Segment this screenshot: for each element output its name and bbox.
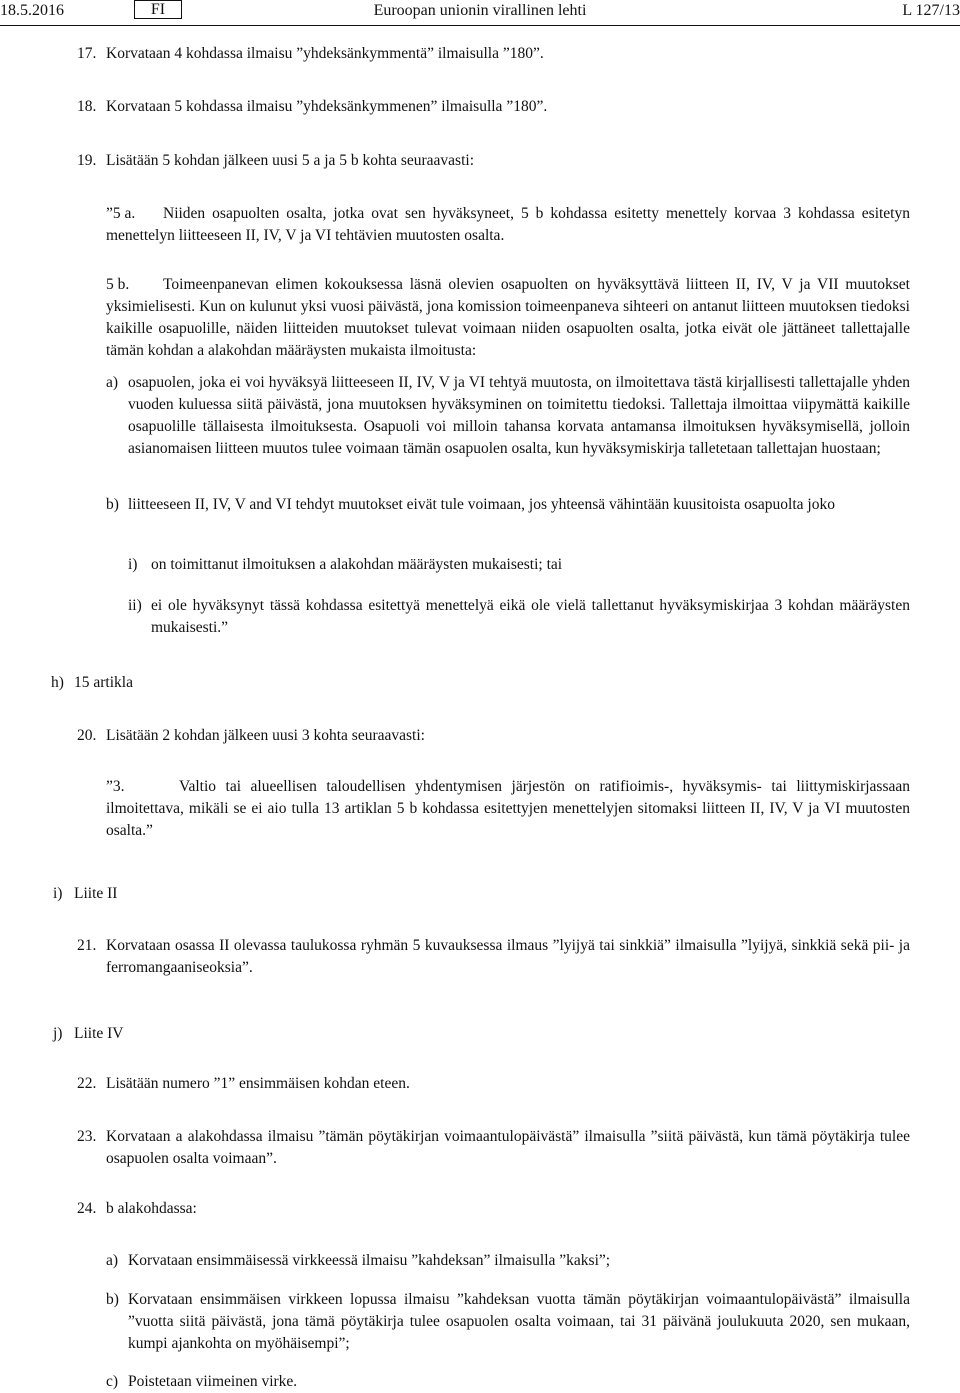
section-heading: Liite IV: [74, 1025, 124, 1042]
item-number: 17.: [77, 45, 97, 62]
item-text: Korvataan a alakohdassa ilmaisu ”tämän pöytäkirjan voimaantulopäivästä” ilmaisulla ”siitä päivästä, kun tämä pöytäkirja tulee osapuolen osalta voimaan”.: [106, 1128, 910, 1167]
subparagraph-a: [106, 372, 910, 460]
paragraph-number: ”3.: [106, 778, 125, 795]
journal-title: Euroopan unionin virallinen lehti: [373, 2, 587, 19]
item-text: Lisätään numero ”1” ensimmäisen kohdan eteen.: [106, 1075, 410, 1092]
paragraph-text: Toimeenpanevan elimen kokouksessa läsnä olevien osapuolten on hyväksyttävä liitteen II, IV, V ja VII muutokset yksimielisesti. Kun on kulunut yksi vuosi päivästä, jona komission toimeenpaneva sihteeri on antanut liitteen muutoksen tiedoksi kaikille osapuolille, näiden liitteiden muutokset tulevat voimaan niiden osapuolten osalta, jotka eivät ole jättäneet tallettajalle tämän kohdan a alakohdan määräysten mukaista ilmoitusta:: [106, 276, 910, 359]
item-text: Lisätään 2 kohdan jälkeen uusi 3 kohta seuraavasti:: [106, 727, 425, 744]
publication-date: 18.5.2016: [0, 2, 64, 19]
point-label: ii): [128, 597, 142, 614]
item-number: 18.: [77, 98, 97, 115]
section-label: i): [53, 885, 63, 902]
subparagraph-text: liitteeseen II, IV, V and VI tehdyt muutokset eivät tule voimaan, jos yhteensä vähintään kuusitoista osapuolta joko: [128, 496, 835, 513]
item-text: Korvataan 4 kohdassa ilmaisu ”yhdeksänkymmentä” ilmaisulla ”180”.: [106, 45, 544, 62]
paragraph-text: Niiden osapuolten osalta, jotka ovat sen hyväksyneet, 5 b kohdassa esitetty menettely korvaa 3 kohdassa esitetyn menettelyn liitteeseen II, IV, V ja VI tehtävien muutosten osalta.: [106, 205, 910, 244]
point-text: ei ole hyväksynyt tässä kohdassa esitettyä menettelyä eikä ole vielä tallettanut hyväksymiskirjaa 3 kohdan määräysten mukaisesti.”: [151, 597, 910, 636]
list-item-21: [77, 935, 910, 979]
point-label: i): [128, 556, 138, 573]
point-ii: [128, 595, 910, 639]
subparagraph-24b: [106, 1289, 910, 1355]
list-item-18: [77, 96, 917, 118]
paragraph-text: Valtio tai alueellisen taloudellisen yhdentymisen järjestön on ratifioimis-, hyväksymis- tai liittymiskirjassaan ilmoitettava, mikäli se ei aio tulla 13 artiklan 5 b kohdassa esitettyjen menettelyjen sitomaksi liitteen II, IV, V ja VI muutosten osalta.”: [106, 778, 910, 839]
item-number: 24.: [77, 1200, 97, 1217]
subparagraph-24a: [106, 1250, 910, 1272]
subparagraph-label: a): [106, 1252, 119, 1269]
item-text: Korvataan 5 kohdassa ilmaisu ”yhdeksänkymmenen” ilmaisulla ”180”.: [106, 98, 548, 115]
subparagraph-b: [106, 494, 910, 516]
paragraph-5b: [106, 274, 910, 362]
subparagraph-text: Korvataan ensimmäisessä virkkeessä ilmaisu ”kahdeksan” ilmaisulla ”kaksi”;: [128, 1252, 611, 1269]
subparagraph-text: osapuolen, joka ei voi hyväksyä liitteeseen II, IV, V ja VI tehtyä muutosta, on ilmoitettava tästä kirjallisesti tallettajalle yhden vuoden kuluessa siitä päivästä, jona muutoksen hyväksyminen on toimitettu tiedoksi. Tallettaja ilmoittaa viipymättä kaikille osapuolille tällaisesta ilmoituksesta. Osapuoli voi milloin tahansa korvata antamansa ilmoituksen hyväksymisellä, jolloin asianomaisen liitteen muutos tulee voimaan tämän osapuolen osalta, kun hyväksymiskirja talletetaan tallettajan huostaan;: [128, 374, 910, 457]
paragraph-3: [106, 776, 910, 842]
list-item-24: [77, 1198, 917, 1220]
section-heading: Liite II: [74, 885, 118, 902]
item-number: 20.: [77, 727, 97, 744]
paragraph-5a: [106, 203, 910, 247]
item-text: b alakohdassa:: [106, 1200, 197, 1217]
list-item-20: [77, 725, 917, 747]
section-h: [51, 672, 351, 694]
page-reference: L 127/13: [902, 2, 960, 19]
subparagraph-text: Korvataan ensimmäisen virkkeen lopussa ilmaisu ”kahdeksan vuotta tämän pöytäkirjan voimaantulopäivästä” ilmaisulla ”vuotta siitä päivästä, jona tämä pöytäkirja tulee osapuolen osalta voimaan, tai 31 päivänä joulukuuta 2020, sen mukaan, kumpi ajankohta on myöhäisempi”;: [128, 1291, 910, 1352]
subparagraph-label: c): [106, 1373, 119, 1390]
paragraph-number: ”5 a.: [106, 205, 136, 222]
header-divider: [0, 25, 960, 26]
subparagraph-label: a): [106, 374, 119, 391]
list-item-19: [77, 150, 917, 172]
section-i: [53, 883, 353, 905]
paragraph-number: 5 b.: [106, 276, 130, 293]
item-text: Lisätään 5 kohdan jälkeen uusi 5 a ja 5 b kohta seuraavasti:: [106, 152, 475, 169]
subparagraph-label: b): [106, 496, 119, 513]
subparagraph-text: Poistetaan viimeinen virke.: [128, 1373, 298, 1390]
language-badge: FI: [134, 0, 182, 19]
section-label: h): [51, 674, 64, 691]
item-number: 21.: [77, 937, 97, 954]
point-text: on toimittanut ilmoituksen a alakohdan määräysten mukaisesti; tai: [151, 556, 563, 573]
list-item-23: [77, 1126, 910, 1170]
section-j: [53, 1023, 353, 1045]
item-text: Korvataan osassa II olevassa taulukossa ryhmän 5 kuvauksessa ilmaus ”lyijyä tai sinkkiä” ilmaisulla ”lyijyä, sinkkiä sekä pii- ja ferromangaaniseoksia”.: [106, 937, 910, 976]
subparagraph-24c: [106, 1371, 910, 1393]
item-number: 19.: [77, 152, 97, 169]
page-header: [0, 0, 960, 22]
subparagraph-label: b): [106, 1291, 119, 1308]
item-number: 23.: [77, 1128, 97, 1145]
item-number: 22.: [77, 1075, 97, 1092]
point-i: [128, 554, 910, 576]
section-heading: 15 artikla: [74, 674, 133, 691]
list-item-22: [77, 1073, 917, 1095]
section-label: j): [53, 1025, 63, 1042]
list-item-17: [77, 43, 917, 65]
